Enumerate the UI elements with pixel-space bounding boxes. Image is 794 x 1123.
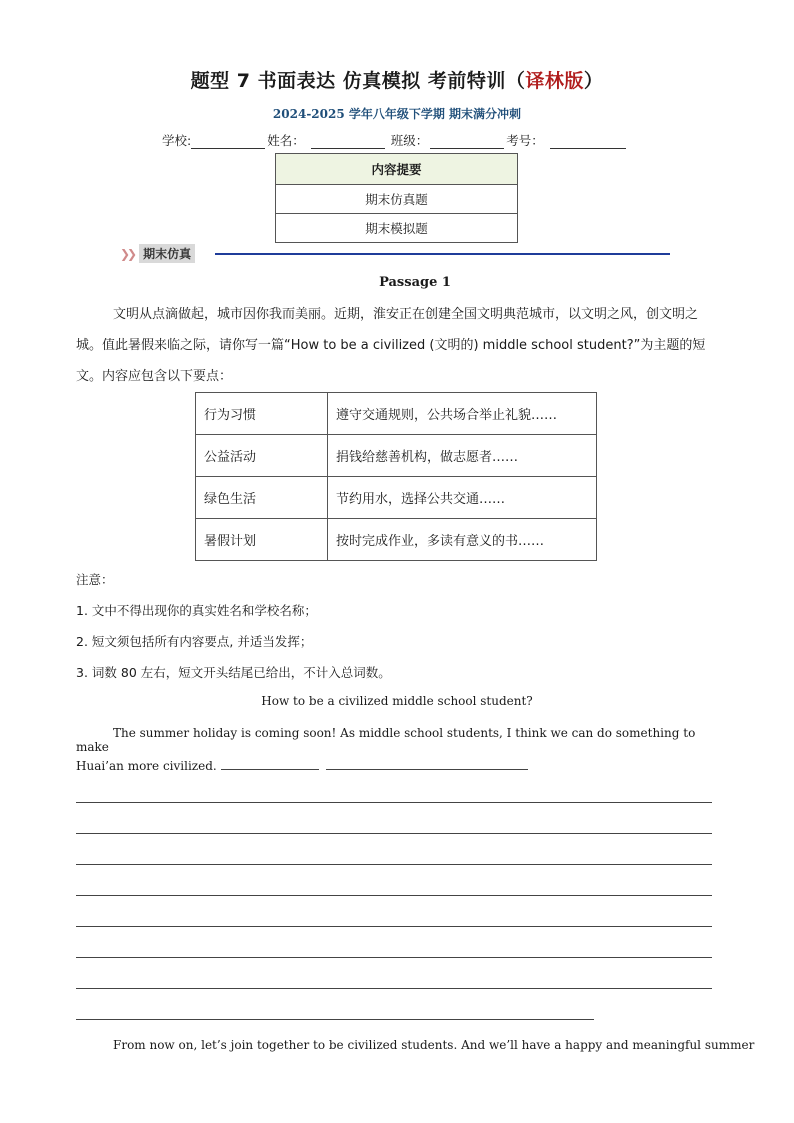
table-row xyxy=(196,435,597,477)
table-row xyxy=(196,477,597,519)
section-header xyxy=(120,244,670,264)
essay-closing-line: From now on, let’s join together to be civilized students. And we’ll have a happy and meaningful summer xyxy=(113,1038,755,1052)
essay-opening-continuation xyxy=(76,757,720,773)
essay-opening-end: Huai’an more civilized. xyxy=(76,759,217,773)
contents-item-simulation[interactable]: 期末仿真题 xyxy=(276,185,518,214)
class-label: 班级： xyxy=(390,133,429,148)
title-main: 题型 7 书面表达 仿真模拟 考前特训（ xyxy=(190,70,526,92)
content-points-table xyxy=(195,392,597,561)
school-label: 学校: xyxy=(162,133,192,148)
point-topic: 暑假计划 xyxy=(196,519,328,561)
writing-line[interactable] xyxy=(76,802,712,803)
table-row xyxy=(196,519,597,561)
point-detail: 遵守交通规则，公共场合举止礼貌…… xyxy=(328,393,597,435)
name-blank[interactable] xyxy=(311,134,385,149)
notes-label: 注意： xyxy=(76,572,114,587)
answer-blank[interactable] xyxy=(221,757,319,770)
point-topic: 公益活动 xyxy=(196,435,328,477)
section-label: 期末仿真 xyxy=(139,244,195,263)
section-divider xyxy=(215,253,670,255)
answer-blank[interactable] xyxy=(326,757,528,770)
essay-opening-line: The summer holiday is coming soon! As middle school students, I think we can do something to make xyxy=(76,726,696,754)
note-item: 2. 短文须包括所有内容要点, 并适当发挥； xyxy=(76,634,313,649)
passage-title: Passage 1 xyxy=(379,275,451,290)
school-blank[interactable] xyxy=(191,134,265,149)
writing-line[interactable] xyxy=(76,895,712,896)
writing-line[interactable] xyxy=(76,988,712,989)
note-item: 3. 词数 80 左右，短文开头结尾已给出，不计入总词数。 xyxy=(76,665,391,680)
contents-item-mock[interactable]: 期末模拟题 xyxy=(276,214,518,243)
student-info-line xyxy=(162,131,628,149)
contents-heading: 内容提要 xyxy=(276,154,518,185)
subtitle: 2024-2025 学年八年级下学期 期末满分冲刺 xyxy=(272,107,522,121)
point-topic: 行为习惯 xyxy=(196,393,328,435)
point-detail: 按时完成作业，多读有意义的书…… xyxy=(328,519,597,561)
point-detail: 节约用水，选择公共交通…… xyxy=(328,477,597,519)
writing-line[interactable] xyxy=(76,957,712,958)
name-label: 姓名： xyxy=(267,133,305,148)
double-chevron-icon: ❯❯ xyxy=(120,246,135,261)
essay-title: How to be a civilized middle school student? xyxy=(261,694,533,708)
writing-line[interactable] xyxy=(76,833,712,834)
number-label: 考号： xyxy=(506,133,544,148)
note-item: 1. 文中不得出现你的真实姓名和学校名称； xyxy=(76,603,317,618)
contents-table xyxy=(275,153,518,243)
class-blank[interactable] xyxy=(430,134,504,149)
section-tag xyxy=(120,244,195,263)
table-row xyxy=(196,393,597,435)
writing-line[interactable] xyxy=(76,926,712,927)
title-end: ） xyxy=(583,70,604,92)
point-topic: 绿色生活 xyxy=(196,477,328,519)
title-accent: 译林版 xyxy=(525,70,584,92)
writing-line[interactable] xyxy=(76,1019,594,1020)
task-instructions: 文明从点滴做起，城市因你我而美丽。近期，淮安正在创建全国文明典范城市，以文明之风，创文明之城。值此暑假来临之际，请你写一篇“How to be a civilized (文明的) middle school student?”为主题的短文。内容应包含以下要点： xyxy=(76,307,706,384)
writing-line[interactable] xyxy=(76,864,712,865)
point-detail: 捐钱给慈善机构，做志愿者…… xyxy=(328,435,597,477)
page-title xyxy=(0,66,794,93)
number-blank[interactable] xyxy=(550,134,626,149)
